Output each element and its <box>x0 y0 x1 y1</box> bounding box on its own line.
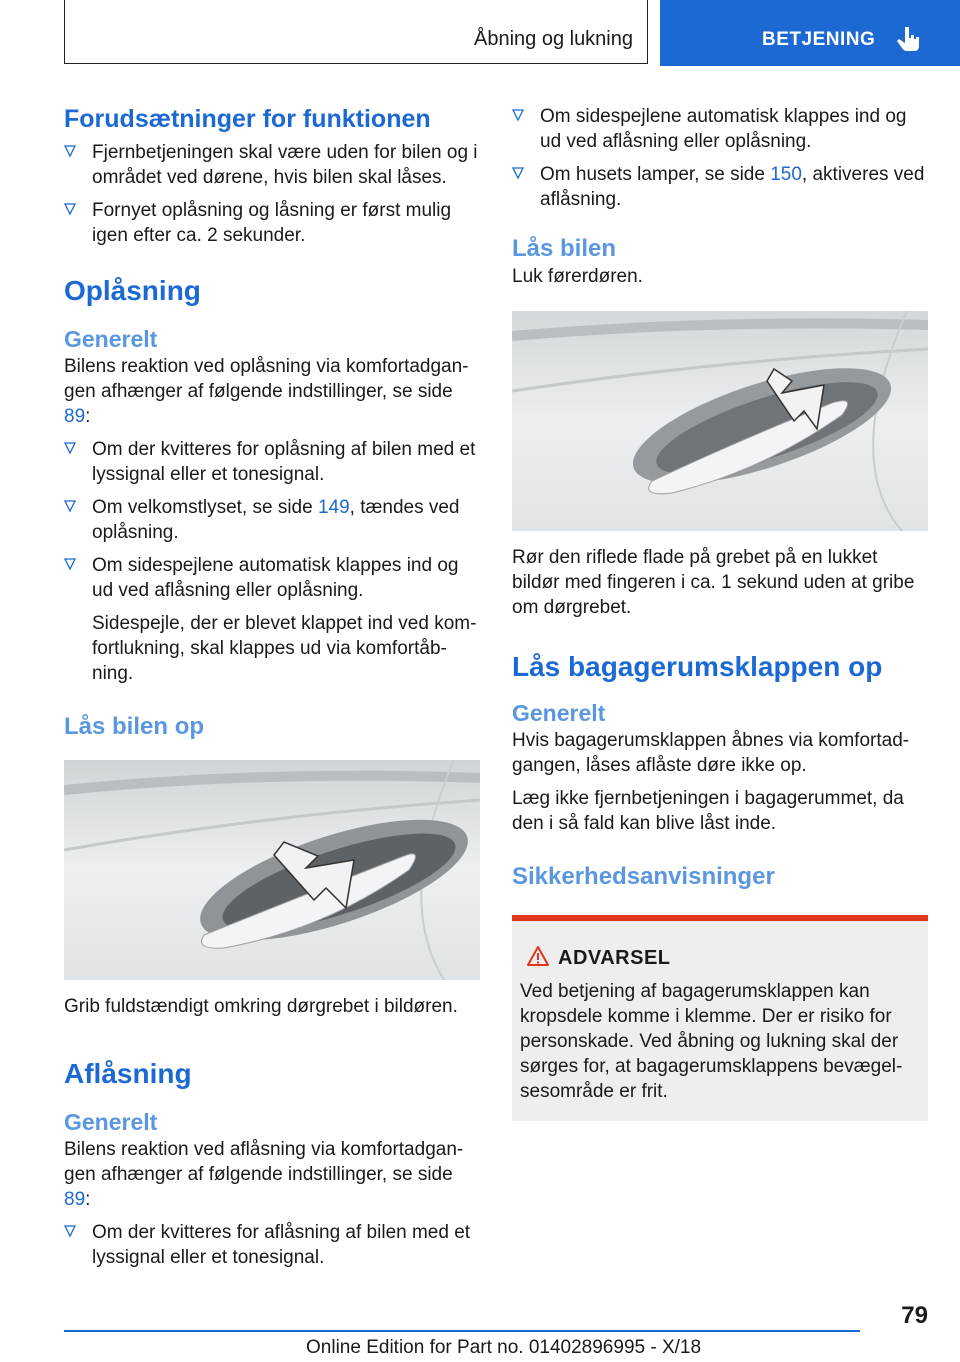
header-section-box <box>64 0 648 64</box>
right-column <box>512 104 930 289</box>
trunk-general-heading: Generelt <box>512 700 606 726</box>
list-item: Om sidespejlene automatisk klappes ind og ud ved aflåsning eller oplåsning. <box>64 553 484 603</box>
warning-triangle-icon <box>526 945 550 967</box>
unlock-car-heading: Lås bilen op <box>64 713 205 740</box>
list-item: Fjernbetjeningen skal være uden for bilen og i området ved dørene, hvis bilen skal låses. <box>64 140 484 190</box>
chapter-label: BETJENING <box>762 29 876 50</box>
door-handle-lock-photo <box>512 311 928 531</box>
trunk-heading: Lås bagagerumsklappen op <box>512 651 883 682</box>
triangle-bullet-icon <box>64 499 76 513</box>
lock-car-text: Luk førerdøren. <box>512 266 643 287</box>
safety-heading: Sikkerhedsanvisninger <box>512 863 775 890</box>
page-link[interactable]: 89 <box>64 1189 86 1210</box>
list-note: Sidespejle, der er blevet klappet ind ved kom-fortlukning, skal klappes ud via komfortåb-ning. <box>92 613 477 684</box>
unlock-car-caption: Grib fuldstændigt omkring dørgrebet i bildøren. <box>64 996 458 1017</box>
list-item: Om der kvitteres for aflåsning af bilen med et lyssignal eller et tonesignal. <box>64 1220 484 1270</box>
list-item: Om husets lamper, se side 150, aktiveres ved aflåsning. <box>512 162 930 212</box>
list-item: Om der kvitteres for oplåsning af bilen med et lyssignal eller et tonesignal. <box>64 437 484 487</box>
page-link[interactable]: 149 <box>317 497 350 518</box>
page-number: 79 <box>901 1302 928 1329</box>
footer-divider <box>64 1330 860 1332</box>
list-item: Om velkomstlyset, se side 149, tændes ved oplåsning. <box>64 495 484 545</box>
triangle-bullet-icon <box>64 202 76 216</box>
warning-label: ADVARSEL <box>558 947 671 969</box>
triangle-bullet-icon <box>64 441 76 455</box>
warning-text: Ved betjening af bagagerumsklappen kan kropsdele komme i klemme. Der er risiko for personskade. Ved åbning og lukning skal der sørges for, at bagagerumsklappens bevægel-sesområde er frit. <box>520 981 903 1102</box>
left-column <box>64 104 484 742</box>
triangle-bullet-icon <box>512 108 524 122</box>
triangle-bullet-icon <box>64 144 76 158</box>
section-title: Åbning og lukning <box>473 28 633 50</box>
left-column-lower <box>64 994 484 1270</box>
page-link[interactable]: 89 <box>64 406 86 427</box>
door-handle-unlock-photo <box>64 760 480 980</box>
lock-general-heading: Generelt <box>64 1109 158 1135</box>
page-link[interactable]: 150 <box>770 164 802 185</box>
prereq-heading: Forudsætninger for funktionen <box>64 105 431 133</box>
triangle-bullet-icon <box>64 1224 76 1238</box>
chapter-tab[interactable] <box>660 0 960 66</box>
right-column-lower <box>512 545 930 892</box>
unlock-general-heading: Generelt <box>64 326 158 352</box>
list-item: Om sidespejlene automatisk klappes ind og ud ved aflåsning eller oplåsning. <box>512 104 930 154</box>
footer-edition: Online Edition for Part no. 01402896995 - X/18 <box>306 1337 702 1358</box>
unlock-heading: Oplåsning <box>64 275 201 306</box>
warning-box <box>512 915 928 1121</box>
pointing-hand-icon <box>896 25 922 53</box>
trunk-text-2: Læg ikke fjernbetjeningen i bagagerummet, da den i så fald kan blive låst inde. <box>512 788 904 834</box>
trunk-text-1: Hvis bagagerumsklappen åbnes via komfortad-gangen, låses aflåste døre ikke op. <box>512 730 910 776</box>
triangle-bullet-icon <box>512 166 524 180</box>
unlock-general-text: Bilens reaktion ved oplåsning via komfortadgan-gen afhænger af følgende indstillinger, se side 89: <box>64 356 469 427</box>
list-item: Fornyet oplåsning og låsning er først mulig igen efter ca. 2 sekunder. <box>64 198 484 248</box>
lock-car-caption: Rør den riflede flade på grebet på en lukket bildør med fingeren i ca. 1 sekund uden at gribe om dørgrebet. <box>512 547 915 618</box>
lock-general-text: Bilens reaktion ved aflåsning via komfortadgan-gen afhænger af følgende indstillinger, se side 89: <box>64 1139 464 1210</box>
lock-car-heading: Lås bilen <box>512 235 617 262</box>
lock-heading: Aflåsning <box>64 1058 192 1089</box>
triangle-bullet-icon <box>64 557 76 571</box>
